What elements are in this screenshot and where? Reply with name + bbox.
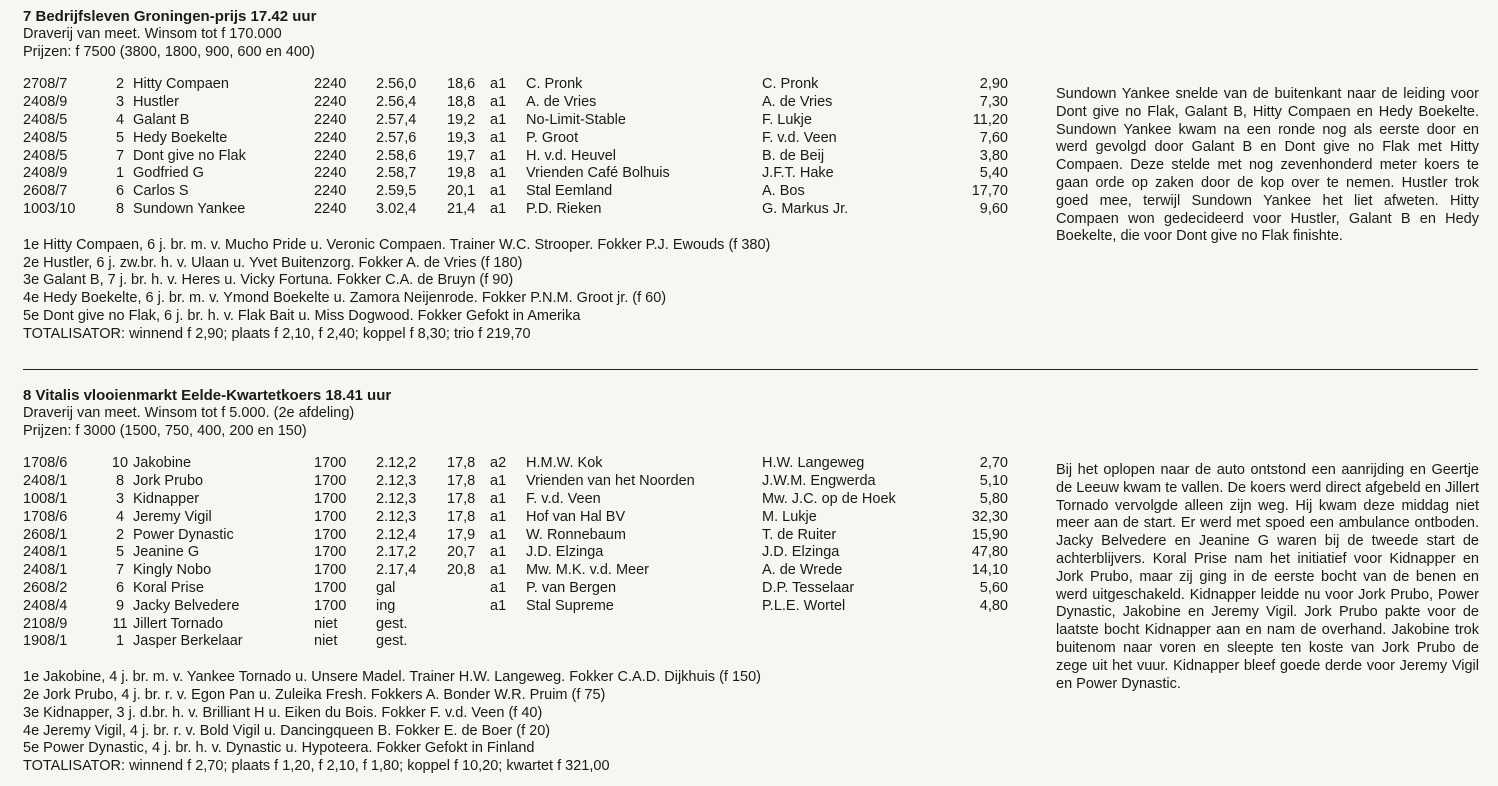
cell-trainer: J.W.M. Engwerda <box>762 473 876 490</box>
cell-time: ing <box>376 597 396 614</box>
cell-time: 2.12,3 <box>376 490 417 507</box>
cell-km: 19,2 <box>447 111 476 128</box>
cell-code: 2408/1 <box>23 562 68 579</box>
cell-dist: 1700 <box>314 562 347 579</box>
cell-horse: Dont give no Flak <box>133 147 246 164</box>
cell-odds: 47,80 <box>971 544 1008 561</box>
cell-odds: 5,60 <box>979 579 1008 596</box>
cell-code: 2408/9 <box>23 165 68 182</box>
race-subtitle: Draverij van meet. Winsom tot f 5.000. (2e afdeling) <box>23 404 355 421</box>
cell-odds: 14,10 <box>971 562 1008 579</box>
cell-pos: 7 <box>115 147 125 164</box>
cell-trainer: A. de Wrede <box>762 562 843 579</box>
cell-start: a1 <box>490 129 507 146</box>
cell-pos: 4 <box>115 508 125 525</box>
race-section-8 <box>23 387 1483 776</box>
race-section-7 <box>23 8 1483 344</box>
cell-code: 2408/5 <box>23 111 68 128</box>
cell-horse: Jeanine G <box>133 544 200 561</box>
cell-time: 2.12,3 <box>376 508 417 525</box>
cell-dist: 2240 <box>314 165 347 182</box>
cell-dist: 1700 <box>314 473 347 490</box>
cell-km: 20,8 <box>447 562 476 579</box>
cell-code: 1008/1 <box>23 490 68 507</box>
cell-time: 2.17,4 <box>376 562 417 579</box>
cell-odds: 4,80 <box>979 597 1008 614</box>
cell-dist: 1700 <box>314 455 347 472</box>
cell-owner: J.D. Elzinga <box>526 544 604 561</box>
cell-km: 20,7 <box>447 544 476 561</box>
cell-time: 2.56,4 <box>376 94 417 111</box>
cell-dist: 1700 <box>314 544 347 561</box>
cell-code: 2708/7 <box>23 76 68 93</box>
cell-owner: P. van Bergen <box>526 579 617 596</box>
cell-code: 2408/5 <box>23 129 68 146</box>
cell-dist: 1700 <box>314 508 347 525</box>
cell-trainer: B. de Beij <box>762 147 825 164</box>
cell-dist: 2240 <box>314 94 347 111</box>
cell-dist: 1700 <box>314 597 347 614</box>
cell-time: gest. <box>376 615 408 632</box>
cell-horse: Jasper Berkelaar <box>133 633 243 650</box>
cell-start: a1 <box>490 76 507 93</box>
placing-line: 1e Hitty Compaen, 6 j. br. m. v. Mucho Pride u. Veronic Compaen. Trainer W.C. Strooper. Fokker P.J. Ewouds (f 380) <box>23 236 771 253</box>
cell-km: 17,8 <box>447 473 476 490</box>
cell-trainer: G. Markus Jr. <box>762 200 849 217</box>
cell-trainer: T. de Ruiter <box>762 526 837 543</box>
race-report: Bij het oplopen naar de auto ontstond een aanrijding en Geertje de Leeuw kwam te vallen. De koers werd direct afgebeld en Jillert Tornado vervolgde alleen zijn weg. Hij kwam deze middag niet meer aan de start. Er werd met spoed een ambulance ontboden. Jacky Belvedere en Jeanine G waren bij de tweede start de achterblijvers. Koral Prise nam het initiatief voor Kidnapper en Jork Prubo, maar zij ging in de eerste bocht van de benen en werd uitgeschakeld. Kidnapper leidde nu voor Jork Prubo, Power Dynastic, Jakobine en Jeremy Vigil. Jork Prubo pakte voor de laatste bocht Kidnapper aan en nam de overhand. Jakobine trok buitenom naar voren en sleepte ten koste van Jork Prubo de zege uit het vuur. Kidnapper bleef goede derde voor Jeremy Vigil en Power Dynastic. <box>1056 462 1479 692</box>
cell-pos: 8 <box>115 473 125 490</box>
cell-owner: Mw. M.K. v.d. Meer <box>526 562 650 579</box>
placing-line: 5e Dont give no Flak, 6 j. br. h. v. Flak Bait u. Miss Dogwood. Fokker Gefokt in Amerika <box>23 307 581 324</box>
cell-horse: Jakobine <box>133 455 192 472</box>
cell-time: 2.17,2 <box>376 544 417 561</box>
cell-horse: Carlos S <box>133 183 189 200</box>
cell-odds: 2,90 <box>979 76 1008 93</box>
cell-horse: Galant B <box>133 111 190 128</box>
cell-code: 2608/1 <box>23 526 68 543</box>
cell-km: 17,8 <box>447 490 476 507</box>
cell-start: a1 <box>490 526 507 543</box>
cell-owner: W. Ronnebaum <box>526 526 626 543</box>
cell-km: 17,8 <box>447 508 476 525</box>
cell-pos: 10 <box>111 455 129 472</box>
cell-trainer: D.P. Tesselaar <box>762 579 855 596</box>
cell-dist: 1700 <box>314 579 347 596</box>
cell-code: 1908/1 <box>23 633 68 650</box>
cell-odds: 5,40 <box>979 165 1008 182</box>
cell-time: 2.12,3 <box>376 473 417 490</box>
cell-trainer: M. Lukje <box>762 508 817 525</box>
cell-dist: 2240 <box>314 111 347 128</box>
cell-dist: 2240 <box>314 183 347 200</box>
cell-code: 2108/9 <box>23 615 68 632</box>
cell-dist: 2240 <box>314 129 347 146</box>
cell-owner: Vrienden Café Bolhuis <box>526 165 670 182</box>
cell-owner: Vrienden van het Noorden <box>526 473 695 490</box>
cell-start: a1 <box>490 544 507 561</box>
cell-time: 3.02,4 <box>376 200 417 217</box>
cell-km: 17,9 <box>447 526 476 543</box>
cell-horse: Hitty Compaen <box>133 76 229 93</box>
cell-owner: P. Groot <box>526 129 579 146</box>
cell-odds: 11,20 <box>972 111 1008 128</box>
cell-dist: 1700 <box>314 526 347 543</box>
placing-line: 5e Power Dynastic, 4 j. br. h. v. Dynastic u. Hypoteera. Fokker Gefokt in Finland <box>23 740 535 757</box>
cell-start: a1 <box>490 473 507 490</box>
cell-time: 2.56,0 <box>376 76 417 93</box>
cell-pos: 3 <box>115 94 125 111</box>
cell-pos: 2 <box>115 76 125 93</box>
cell-horse: Sundown Yankee <box>133 200 246 217</box>
cell-horse: Jork Prubo <box>133 473 204 490</box>
race-report: Sundown Yankee snelde van de buitenkant naar de leiding voor Dont give no Flak, Galant B, Hitty Compaen en Hedy Boekelte. Sundown Yankee kwam na een ronde nog als eerste door en werd gevolgd door Galant B en Dont give no Flak met Hitty Compaen. Deze stelde met nog zevenhonderd meter koers te gaan orde op zaken door de kop over te nemen. Hustler trok goed mee, terwijl Sundown Yankee het liet afweten. Hitty Compaen won gedecideerd voor Hustler, Galant B en Hedy Boekelte, die voor Dont give no Flak finishte. <box>1056 86 1479 245</box>
cell-time: gest. <box>376 633 408 650</box>
placing-line: 2e Hustler, 6 j. zw.br. h. v. Ulaan u. Yvet Buitenzorg. Fokker A. de Vries (f 180) <box>23 254 523 271</box>
cell-horse: Power Dynastic <box>133 526 234 543</box>
cell-odds: 17,70 <box>971 183 1008 200</box>
cell-odds: 2,70 <box>979 455 1008 472</box>
cell-km: 19,3 <box>447 129 476 146</box>
section-divider <box>23 369 1478 370</box>
cell-trainer: P.L.E. Wortel <box>762 597 846 614</box>
cell-odds: 7,30 <box>979 94 1008 111</box>
cell-code: 2608/7 <box>23 183 68 200</box>
cell-horse: Kidnapper <box>133 490 200 507</box>
cell-trainer: C. Pronk <box>762 76 819 93</box>
cell-trainer: J.F.T. Hake <box>762 165 834 182</box>
cell-owner: A. de Vries <box>526 94 597 111</box>
cell-code: 2408/1 <box>23 544 68 561</box>
cell-owner: Stal Eemland <box>526 183 613 200</box>
cell-start: a1 <box>490 490 507 507</box>
cell-pos: 7 <box>115 562 125 579</box>
cell-pos: 5 <box>115 544 125 561</box>
cell-odds: 5,10 <box>979 473 1008 490</box>
cell-owner: F. v.d. Veen <box>526 490 601 507</box>
cell-code: 1708/6 <box>23 455 68 472</box>
cell-pos: 1 <box>115 633 125 650</box>
cell-trainer: J.D. Elzinga <box>762 544 840 561</box>
cell-horse: Kingly Nobo <box>133 562 212 579</box>
cell-horse: Jeremy Vigil <box>133 508 212 525</box>
placing-line: 4e Hedy Boekelte, 6 j. br. m. v. Ymond Boekelte u. Zamora Neijenrode. Fokker P.N.M. Groot jr. (f 60) <box>23 290 667 307</box>
cell-pos: 6 <box>115 183 125 200</box>
cell-pos: 9 <box>115 597 125 614</box>
cell-code: 2608/2 <box>23 579 68 596</box>
cell-code: 2408/9 <box>23 94 68 111</box>
race-prizes: Prijzen: f 7500 (3800, 1800, 900, 600 en 400) <box>23 43 315 60</box>
cell-trainer: F. Lukje <box>762 111 812 128</box>
cell-pos: 6 <box>115 579 125 596</box>
cell-time: 2.58,6 <box>376 147 417 164</box>
cell-time: 2.12,4 <box>376 526 417 543</box>
cell-start: a1 <box>490 200 507 217</box>
cell-km: 21,4 <box>447 200 476 217</box>
cell-start: a1 <box>490 165 507 182</box>
cell-odds: 9,60 <box>979 200 1008 217</box>
cell-odds: 7,60 <box>979 129 1008 146</box>
cell-owner: No-Limit-Stable <box>526 111 626 128</box>
placing-line: 4e Jeremy Vigil, 4 j. br. r. v. Bold Vigil u. Dancingqueen B. Fokker E. de Boer (f 20) <box>23 722 551 739</box>
cell-time: gal <box>376 579 396 596</box>
cell-km: 19,8 <box>447 165 476 182</box>
cell-start: a1 <box>490 183 507 200</box>
cell-code: 1003/10 <box>23 200 76 217</box>
cell-km: 18,8 <box>447 94 476 111</box>
cell-horse: Jillert Tornado <box>133 615 224 632</box>
placings-details <box>23 237 1483 344</box>
cell-time: 2.57,4 <box>376 111 417 128</box>
cell-owner: P.D. Rieken <box>526 200 602 217</box>
cell-owner: H. v.d. Heuvel <box>526 147 616 164</box>
cell-start: a1 <box>490 111 507 128</box>
cell-start: a1 <box>490 508 507 525</box>
cell-trainer: A. de Vries <box>762 94 833 111</box>
cell-start: a1 <box>490 94 507 111</box>
cell-km: 17,8 <box>447 455 476 472</box>
cell-dist: niet <box>314 633 338 650</box>
cell-owner: C. Pronk <box>526 76 583 93</box>
cell-start: a1 <box>490 147 507 164</box>
cell-horse: Hedy Boekelte <box>133 129 228 146</box>
cell-odds: 3,80 <box>979 147 1008 164</box>
cell-pos: 8 <box>115 200 125 217</box>
cell-odds: 15,90 <box>971 526 1008 543</box>
placing-line: 3e Galant B, 7 j. br. h. v. Heres u. Vicky Fortuna. Fokker C.A. de Bruyn (f 90) <box>23 272 514 289</box>
cell-pos: 3 <box>115 490 125 507</box>
placing-line: 2e Jork Prubo, 4 j. br. r. v. Egon Pan u. Zuleika Fresh. Fokkers A. Bonder W.R. Pruim (f 75) <box>23 686 606 703</box>
cell-km: 18,6 <box>447 76 476 93</box>
placing-line: 1e Jakobine, 4 j. br. m. v. Yankee Tornado u. Unsere Madel. Trainer H.W. Langeweg. Fokker C.A.D. Dijkhuis (f 150) <box>23 669 761 686</box>
cell-dist: niet <box>314 615 338 632</box>
cell-trainer: H.W. Langeweg <box>762 455 865 472</box>
cell-trainer: F. v.d. Veen <box>762 129 837 146</box>
cell-code: 1708/6 <box>23 508 68 525</box>
cell-pos: 11 <box>112 615 128 632</box>
cell-dist: 2240 <box>314 147 347 164</box>
totalisator-line: TOTALISATOR: winnend f 2,90; plaats f 2,10, f 2,40; koppel f 8,30; trio f 219,70 <box>23 325 531 342</box>
cell-dist: 1700 <box>314 490 347 507</box>
cell-horse: Godfried G <box>133 165 204 182</box>
cell-pos: 4 <box>115 111 125 128</box>
cell-start: a1 <box>490 579 507 596</box>
cell-trainer: A. Bos <box>762 183 805 200</box>
cell-horse: Hustler <box>133 94 179 111</box>
cell-owner: H.M.W. Kok <box>526 455 603 472</box>
cell-start: a1 <box>490 597 507 614</box>
cell-pos: 5 <box>115 129 125 146</box>
cell-dist: 2240 <box>314 76 347 93</box>
cell-start: a1 <box>490 562 507 579</box>
race-title: 7 Bedrijfsleven Groningen-prijs 17.42 uur <box>23 8 317 25</box>
cell-start: a2 <box>490 455 507 472</box>
race-prizes: Prijzen: f 3000 (1500, 750, 400, 200 en 150) <box>23 422 307 439</box>
cell-time: 2.12,2 <box>376 455 417 472</box>
cell-dist: 2240 <box>314 200 347 217</box>
cell-km: 19,7 <box>447 147 476 164</box>
cell-code: 2408/1 <box>23 473 68 490</box>
cell-horse: Jacky Belvedere <box>133 597 240 614</box>
cell-time: 2.58,7 <box>376 165 417 182</box>
cell-odds: 32,30 <box>971 508 1008 525</box>
cell-code: 2408/4 <box>23 597 68 614</box>
totalisator-line: TOTALISATOR: winnend f 2,70; plaats f 1,20, f 2,10, f 1,80; koppel f 10,20; kwartet f 321,00 <box>23 758 610 775</box>
cell-owner: Hof van Hal BV <box>526 508 626 525</box>
cell-odds: 5,80 <box>979 490 1008 507</box>
cell-time: 2.57,6 <box>376 129 417 146</box>
cell-pos: 1 <box>115 165 125 182</box>
cell-owner: Stal Supreme <box>526 597 614 614</box>
race-title: 8 Vitalis vlooienmarkt Eelde-Kwartetkoers 18.41 uur <box>23 387 392 404</box>
cell-km: 20,1 <box>447 183 476 200</box>
cell-trainer: Mw. J.C. op de Hoek <box>762 490 896 507</box>
cell-code: 2408/5 <box>23 147 68 164</box>
cell-horse: Koral Prise <box>133 579 204 596</box>
cell-time: 2.59,5 <box>376 183 417 200</box>
placing-line: 3e Kidnapper, 3 j. d.br. h. v. Brilliant H u. Eiken du Bois. Fokker F. v.d. Veen (f 40) <box>23 704 543 721</box>
race-subtitle: Draverij van meet. Winsom tot f 170.000 <box>23 25 282 42</box>
cell-pos: 2 <box>115 526 125 543</box>
